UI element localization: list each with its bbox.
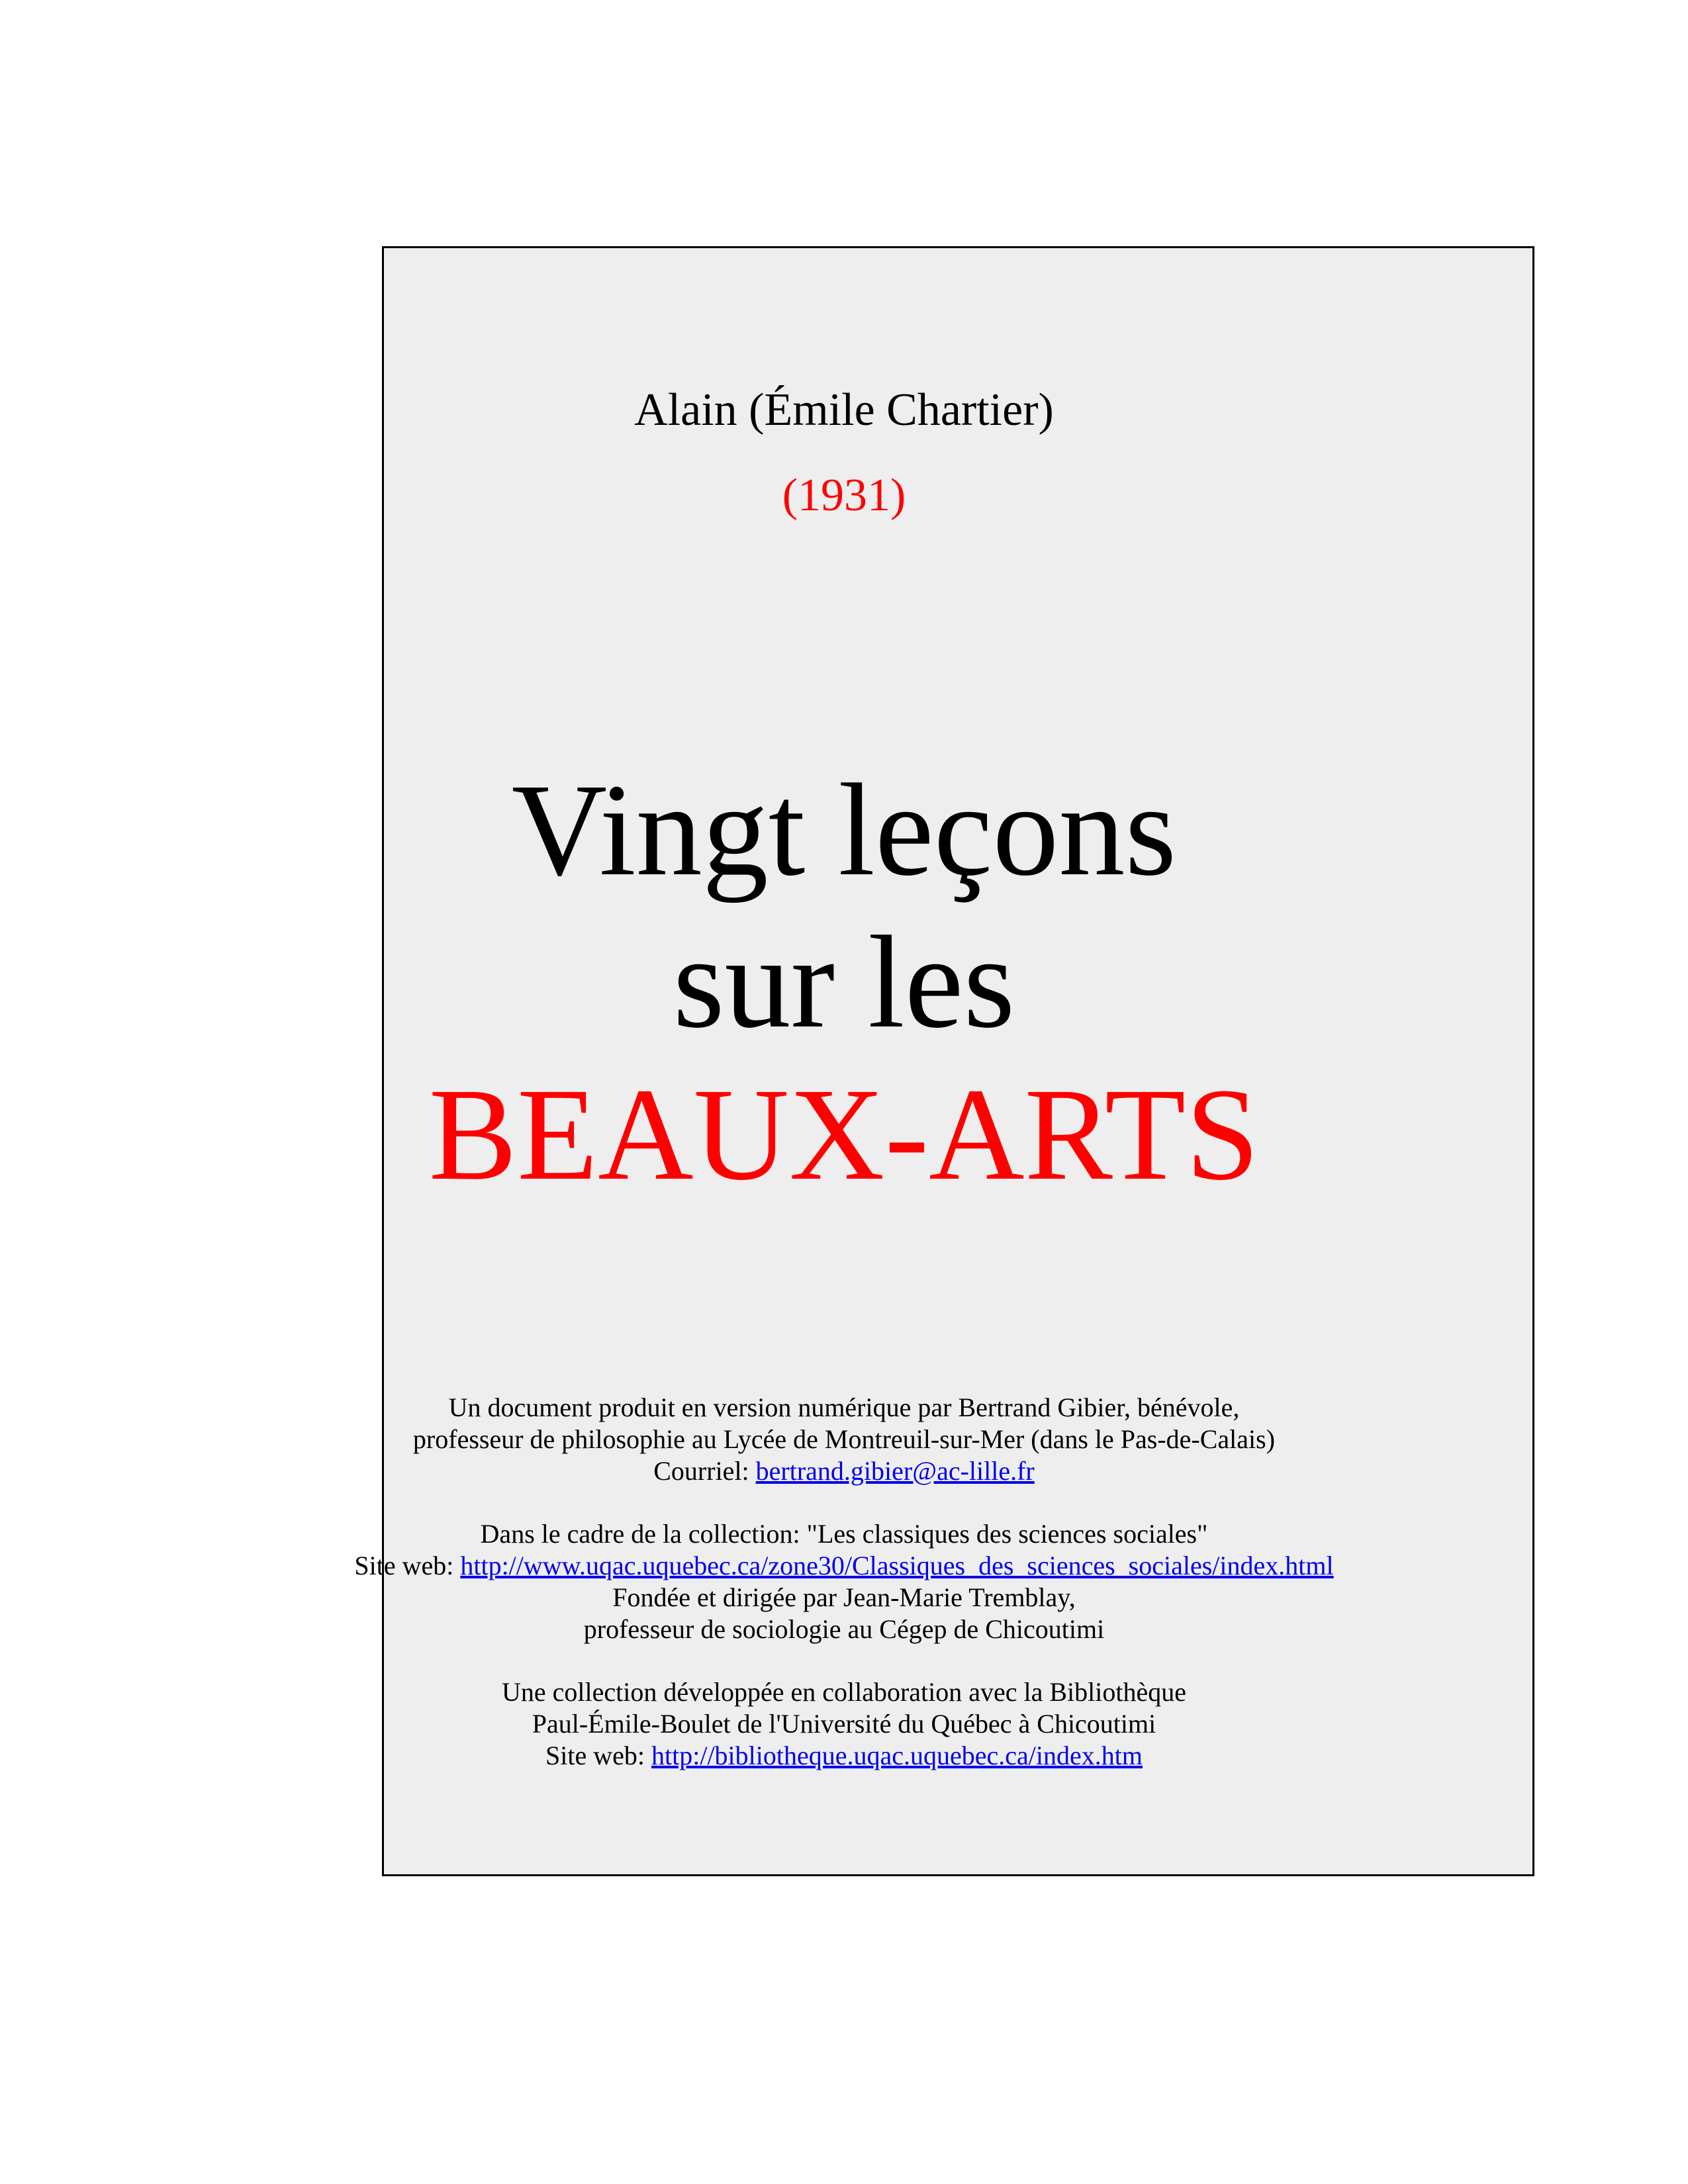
credit-site2-line — [0, 1740, 1688, 1772]
site2-label: Site web: — [545, 1741, 651, 1770]
title-line-3: BEAUX-ARTS — [428, 1062, 1260, 1208]
credit-founder: Fondée et dirigée par Jean-Marie Tremblay, — [612, 1582, 1076, 1612]
credit-producer: Un document produit en version numérique par Bertrand Gibier, bénévole, — [448, 1392, 1240, 1422]
title-line-1: Vingt leçons — [511, 757, 1177, 903]
credit-collection: Dans le cadre de la collection: "Les classiques des sciences sociales" — [480, 1519, 1208, 1549]
site1-label: Site web: — [354, 1551, 461, 1580]
credit-library: Une collection développée en collaboration avec la Bibliothèque — [501, 1677, 1187, 1707]
publication-year: (1931) — [782, 470, 906, 521]
credit-site1-line — [0, 1550, 1688, 1582]
email-label: Courriel: — [653, 1456, 756, 1486]
title-line-2: sur les — [673, 909, 1015, 1056]
author-name: Alain (Émile Chartier) — [634, 385, 1054, 435]
credit-email-line — [0, 1455, 1688, 1487]
collection-site-link[interactable]: http://www.uqac.uquebec.ca/zone30/Classiques_des_sciences_sociales/index.html — [460, 1551, 1334, 1580]
library-site-link[interactable]: http://bibliotheque.uqac.uquebec.ca/index.htm — [651, 1741, 1143, 1770]
credit-library-name: Paul-Émile-Boulet de l'Université du Québec à Chicoutimi — [532, 1709, 1156, 1739]
credit-founder-role: professeur de sociologie au Cégep de Chicoutimi — [583, 1614, 1105, 1644]
email-link[interactable]: bertrand.gibier@ac-lille.fr — [755, 1456, 1035, 1486]
credit-producer-role: professeur de philosophie au Lycée de Montreuil-sur-Mer (dans le Pas-de-Calais) — [412, 1424, 1276, 1454]
